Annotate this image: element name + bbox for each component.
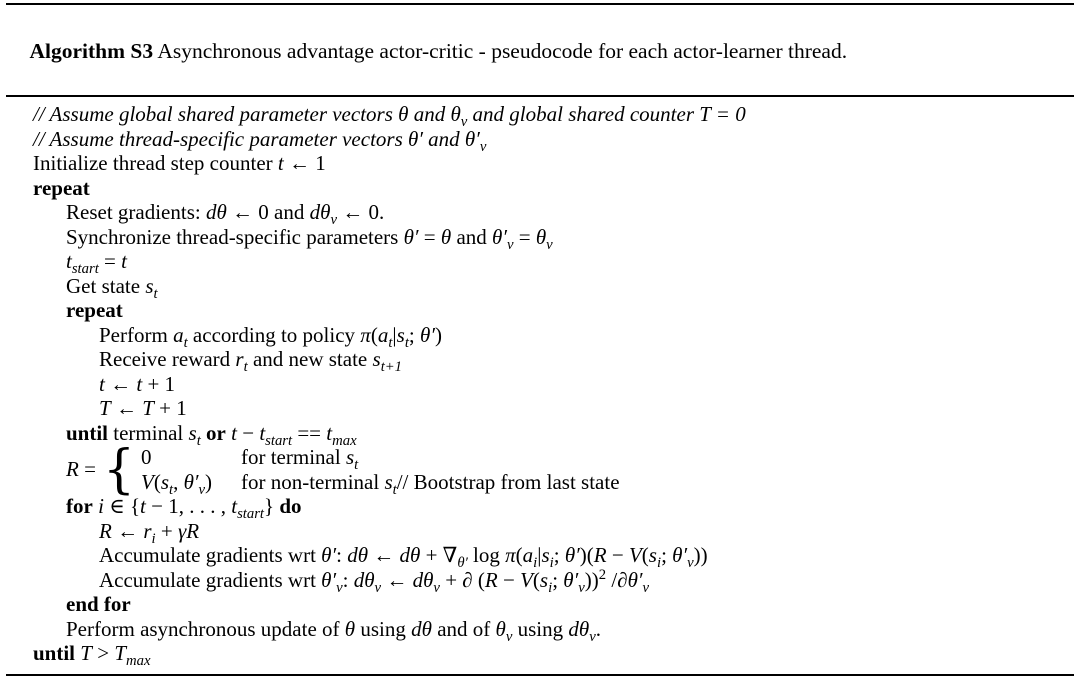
algorithm-line [33,249,1074,278]
cases-condition [240,469,620,498]
text-segment: ; [552,567,564,592]
text-segment: using [355,616,412,641]
text-segment: θ′ [321,567,337,592]
text-segment: )) [584,567,599,592]
text-segment: . [595,616,601,641]
text-segment: = [513,224,536,249]
text-segment: i [98,494,104,518]
text-segment: π [505,543,516,567]
text-segment: + [155,518,178,543]
text-segment: start [237,506,265,523]
cases-value [141,445,241,470]
text-segment: ) [205,469,213,494]
text-segment: s [396,322,405,347]
text-segment: start [265,432,293,449]
bottom-rule [6,674,1074,676]
text-segment: ( [370,322,378,347]
text-segment: s [384,469,393,494]
algorithm-line [33,420,1074,449]
text-segment: t [196,432,201,449]
text-segment: v [433,579,440,596]
text-segment: t [243,359,248,376]
left-brace: { [103,438,135,500]
text-segment: ∈ { [103,494,141,518]
text-segment: , [173,469,184,494]
text-segment: − [606,543,629,567]
algorithm-line [33,298,1074,323]
text-segment: : [342,567,354,592]
text-segment: ( [532,567,540,592]
text-segment: t [153,285,158,302]
text-segment: θ′ [403,224,419,249]
text-segment: ← [111,518,144,543]
text-segment: + 1 [153,396,187,420]
text-segment: t [169,481,174,498]
text-segment: V [520,567,533,592]
text-segment: dθ [399,543,421,567]
cases-rows [140,445,620,498]
text-segment: until [33,641,76,665]
algorithm-line [33,566,1074,596]
text-segment: V [140,469,154,494]
text-segment: Get state [66,273,146,298]
text-segment: s [188,420,197,445]
algorithm-line [33,126,1074,155]
text-segment: v [642,579,650,596]
text-segment: i [549,555,554,572]
text-segment: i [656,555,662,572]
text-segment: do [279,494,302,518]
text-segment: and of [431,616,496,641]
algorithm-line [33,543,1074,572]
algorithm-line [33,322,1074,351]
text-segment: ; [408,322,421,347]
text-segment: v [198,481,206,498]
text-segment: t [354,457,359,474]
text-segment: ← [368,543,400,567]
algorithm-line [33,102,1074,131]
text-segment: t [326,420,333,445]
text-segment: θ′ [183,469,199,494]
text-segment: 2 [598,566,607,583]
algorithm-line [33,372,1074,397]
algorithm-label: Algorithm S3 [29,39,154,63]
text-segment: π [360,322,371,347]
text-segment: s [345,445,355,469]
text-segment: i [151,530,156,547]
text-segment: v [374,579,382,596]
text-segment: and global shared counter T = 0 [467,102,746,126]
text-segment: // Assume global shared parameter vectors θ and θ [33,102,461,126]
text-segment: repeat [66,298,123,322]
text-segment: θ′ [420,322,435,347]
text-segment: = [78,457,102,482]
text-segment: i [533,555,538,572]
text-segment: Accumulate gradients wrt [99,543,322,567]
text-segment: + 1 [142,371,176,396]
text-segment: − [236,420,260,445]
text-segment: ; [553,543,565,567]
text-segment: for non-terminal [240,469,385,494]
text-segment: v [479,138,487,155]
text-segment: ← 0. [336,200,385,224]
algorithm-line [33,224,1074,253]
text-segment: R [99,518,112,543]
text-segment: V [628,543,642,567]
text-segment: R [66,457,79,482]
algorithm-line [33,200,1074,229]
text-segment: ( [641,543,649,567]
text-segment: t [183,334,188,351]
algorithm-figure [0,3,1080,670]
algorithm-line [33,176,1074,201]
text-segment: : [336,543,348,567]
algorithm-line [33,641,1074,670]
text-segment: | [537,543,542,567]
text-segment: t [231,494,238,518]
text-segment: t [99,371,105,396]
text-segment: Reset gradients: [66,200,206,224]
text-segment: − 1, . . . , [145,494,232,518]
text-segment: dθ [411,616,432,641]
text-segment: a [377,322,389,347]
text-segment: )( [579,543,594,567]
text-segment: t [121,249,127,273]
text-segment: θ [440,224,452,249]
text-segment: i [548,579,553,596]
text-segment: // Bootstrap from last state [396,469,620,494]
text-segment: v [589,628,596,645]
text-segment: v [578,579,585,596]
text-segment: T [114,641,126,665]
text-segment: // Assume thread-specific parameter vectors θ′ and θ′ [33,126,480,151]
algorithm-line [33,494,1074,523]
text-segment: t+1 [380,359,403,376]
text-segment: v [546,236,553,253]
text-segment: and [451,224,493,249]
text-segment: ( [515,543,523,567]
text-segment: T [99,396,111,420]
text-segment: end for [66,592,131,616]
text-segment: ( [472,567,485,592]
text-segment: v [505,628,513,645]
text-segment: according to policy [187,322,361,347]
cases-row [140,445,620,474]
algorithm-line [33,347,1074,376]
text-segment: s [541,543,550,567]
text-segment: t [231,420,237,445]
text-segment: T [80,641,92,665]
text-segment: θ [535,224,547,249]
text-segment: = [418,224,441,249]
text-segment: max [126,653,151,670]
text-segment: | [392,322,397,347]
text-segment: Accumulate gradients wrt [99,567,322,592]
text-segment: t [136,371,143,396]
text-segment: = [98,249,122,273]
text-segment: θ [495,616,506,641]
text-segment: start [71,261,99,278]
text-segment: t [277,151,284,175]
text-segment: and new state [247,347,373,371]
text-segment: ) [434,322,442,347]
text-segment: θ [344,616,356,641]
text-segment: θ′ [563,567,579,592]
text-segment: t [140,494,146,518]
cases-row [140,469,620,498]
text-segment: s [145,273,154,298]
text-segment: γR [177,518,200,543]
text-segment: ( [153,469,161,494]
text-segment: ← [104,371,137,396]
algorithm-caption: Asynchronous advantage actor-critic - pseudocode for each actor-learner thread. [153,39,848,63]
text-segment: Synchronize thread-specific parameters [66,224,404,249]
text-segment: v [336,579,343,596]
text-segment: using [512,616,569,641]
text-segment: a [173,322,184,347]
algorithm-line [33,396,1074,421]
text-segment: dθ [412,567,434,592]
text-segment: a [522,543,534,567]
text-segment: dθ [568,616,590,641]
text-segment: t [404,334,409,351]
text-segment: ∂ [462,567,473,592]
text-segment: + [439,567,463,592]
text-segment: T [142,396,154,420]
text-segment: or [206,420,226,445]
text-segment: θ′ [564,543,580,567]
text-segment: 0 [140,445,152,469]
text-segment: v [687,555,694,572]
cases-value [140,469,241,498]
text-segment: t [66,249,72,273]
algorithm-line [33,592,1074,617]
algorithm-line [33,273,1074,302]
text-segment: for terminal [240,445,346,469]
text-segment: s [372,347,381,371]
text-segment: == [292,420,327,445]
text-segment: repeat [33,175,90,200]
text-segment: R [593,543,607,567]
text-segment: ← 1 [283,151,326,175]
text-segment: s [539,567,549,592]
text-segment: θ′ [672,543,688,567]
text-segment: until [66,420,109,445]
text-segment: ← [381,567,413,592]
algorithm-line [33,616,1074,645]
text-segment: t [388,334,393,351]
text-segment: r [143,518,152,543]
text-segment: v [460,114,468,131]
text-segment: max [332,432,357,449]
text-segment: θ′ [457,555,468,572]
text-segment: dθ [309,200,331,224]
text-segment: dθ [353,567,375,592]
algorithm-line [33,518,1074,547]
algorithm-line [33,151,1074,176]
text-segment: θ′ [492,224,507,249]
cases-lhs [66,457,101,482]
text-segment: Initialize thread step counter [33,151,278,175]
text-segment: > [91,641,115,665]
algorithm-body [6,97,1074,670]
text-segment: ← 0 and [226,200,310,224]
text-segment: θ′ [321,543,337,567]
text-segment: t [259,420,266,445]
text-segment: R [484,567,498,592]
text-segment: dθ [347,543,369,567]
text-segment: ∂θ′ [617,567,643,592]
text-segment: dθ [205,200,227,224]
text-segment: v [506,236,514,253]
text-segment: s [648,543,657,567]
text-segment: v [330,212,337,229]
text-segment: t [392,481,397,498]
text-segment: r [235,347,244,371]
text-segment: } [264,494,280,518]
text-segment: Perform [99,322,174,347]
text-segment: s [160,469,169,494]
text-segment: ; [661,543,673,567]
text-segment: log [467,543,506,567]
text-segment: Perform asynchronous update of [66,616,345,641]
algorithm-title [6,5,1074,90]
text-segment: )) [693,543,708,567]
text-segment: for [66,494,93,518]
text-segment: − [497,567,521,592]
text-segment: / [606,567,618,592]
text-segment: terminal [108,420,189,445]
cases-condition [240,445,359,474]
text-segment: + ∇ [420,543,458,567]
text-segment: ← [110,396,143,420]
text-segment: Receive reward [99,347,236,371]
